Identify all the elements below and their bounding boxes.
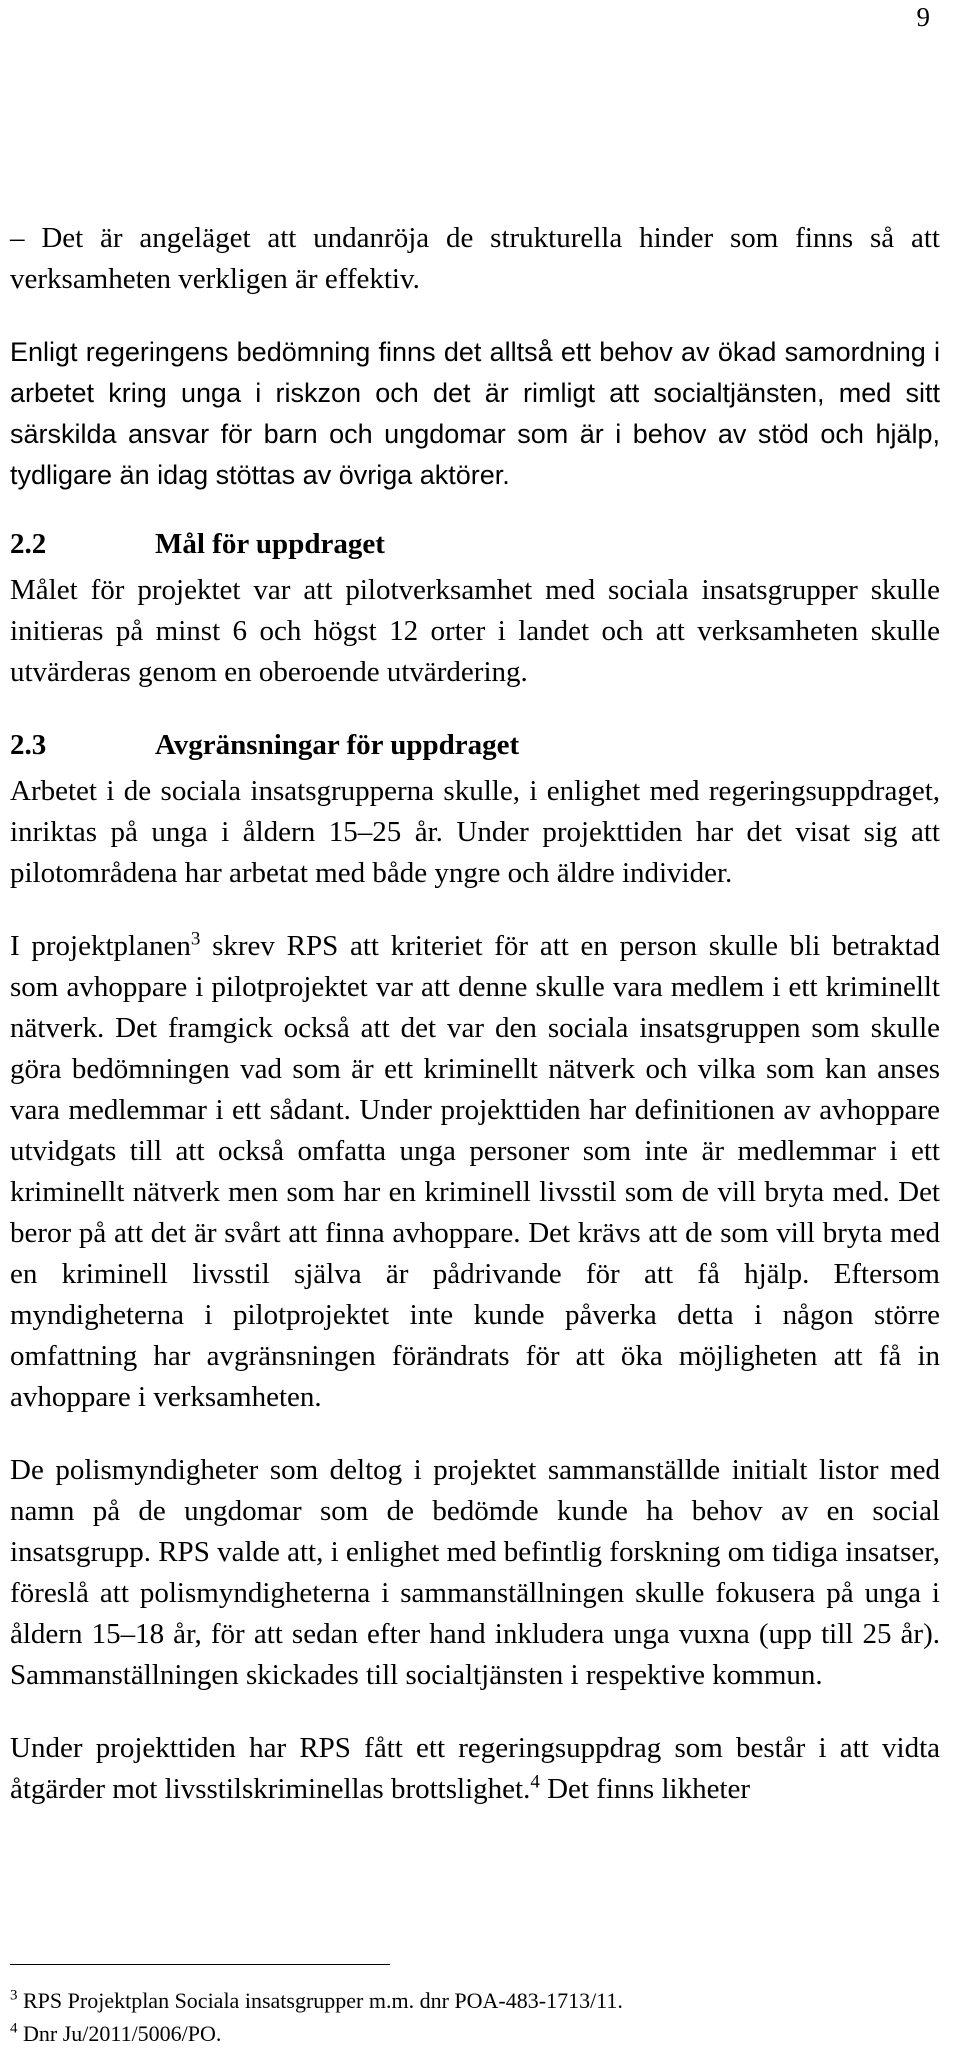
section-title: Avgränsningar för uppdraget (155, 729, 520, 761)
footnote-marker: 4 (10, 2020, 18, 2037)
paragraph-scope: Arbetet i de sociala insatsgrupperna skulle, i enlighet med regeringsuppdraget, inriktas på unga i åldern 15–25 år. Under projekttiden har det visat sig att pilotområdena har arbetat med både yngre och äldre individer. (10, 775, 940, 889)
footnote-3 (10, 1984, 940, 2017)
paragraph-police-lists: De polismyndigheter som deltog i projektet sammanställde initialt listor med namn på de ungdomar som de bedömde kunde ha behov av en social insatsgrupp. RPS valde att, i enlighet med befintlig forskning om tidiga insatser, föreslå att polismyndigheterna i sammanställningen skulle fokusera på unga i åldern 15–18 år, för att sedan efter hand inkludera unga vuxna (upp till 25 år). Sammanställningen skickades till socialtjänsten i respektive kommun. (10, 1454, 940, 1691)
section-number: 2.3 (10, 729, 47, 761)
text-run: I projektplanen (10, 930, 191, 962)
paragraph-project-plan (10, 926, 940, 1418)
page-number: 9 (916, 2, 930, 32)
paragraph-government-mission (10, 1728, 940, 1810)
footnote-marker: 3 (10, 1987, 18, 2004)
footnote-text: Dnr Ju/2011/5006/PO. (17, 2021, 222, 2046)
paragraph-dash-statement: – Det är angeläget att undanröja de strukturella hinder som finns så att verksamheten verkligen är effektiv. (10, 222, 940, 295)
footnotes (10, 1984, 940, 2050)
footnote-4 (10, 2017, 940, 2050)
paragraph-goal: Målet för projektet var att pilotverksamhet med sociala insatsgrupper skulle initieras på minst 6 och högst 12 orter i landet och att verksamheten skulle utvärderas genom en oberoende utvärdering. (10, 574, 940, 688)
footnote-text: RPS Projektplan Sociala insatsgrupper m.m. dnr POA-483-1713/11. (17, 1988, 623, 2013)
footnote-ref[interactable]: 4 (530, 1771, 540, 1793)
section-number: 2.2 (10, 528, 47, 560)
section-heading-2-2 (10, 524, 940, 564)
text-run: Det finns likheter (539, 1773, 751, 1805)
footnote-divider (10, 1964, 390, 1965)
document-body (10, 218, 940, 1842)
section-title: Mål för uppdraget (155, 528, 385, 560)
section-heading-2-3 (10, 725, 940, 765)
text-run: skrev RPS att kriteriet för att en person skulle bli betraktad som avhoppare i pilotprojektet var att denne skulle vara medlem i ett kriminellt nätverk. Det framgick också att det var den sociala insatsgruppen som skulle göra bedömningen vad som är ett kriminellt nätverk och vilka som kan anses vara medlemmar i ett sådant. Under projekttiden har definitionen av avhoppare utvidgats till att också omfatta unga personer som inte är medlemmar i ett kriminellt nätverk men som har en kriminell livsstil som de vill bryta med. Det beror på att det är svårt att finna avhoppare. Det krävs att de som vill bryta med en kriminell livsstil själva är pådrivande för att få hjälp. Eftersom myndigheterna i pilotprojektet inte kunde påverka detta i någon större omfattning har avgränsningen förändrats för att öka möjligheten att få in avhoppare i verksamheten. (10, 930, 940, 1413)
footnote-ref[interactable]: 3 (190, 928, 201, 950)
paragraph-government-assessment: Enligt regeringens bedömning finns det alltså ett behov av ökad samordning i arbetet kring unga i riskzon och det är rimligt att socialtjänsten, med sitt särskilda ansvar för barn och ungdomar som är i behov av stöd och hjälp, tydligare än idag stöttas av övriga aktörer. (10, 337, 940, 490)
text-run: Under projekttiden har RPS fått ett regeringsuppdrag som består i att vidta åtgärder mot livsstilskriminellas brottslighet. (10, 1732, 940, 1805)
